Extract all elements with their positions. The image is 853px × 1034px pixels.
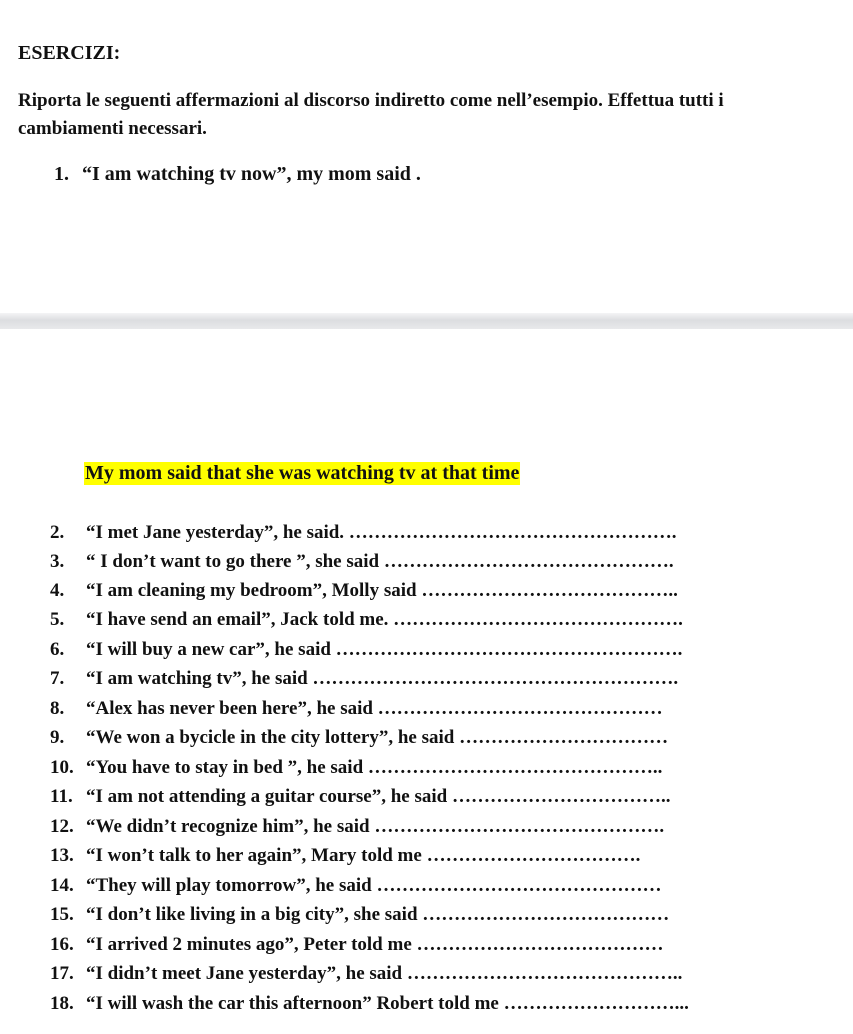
exercise-number: 10. bbox=[50, 757, 74, 778]
example-number: 1. bbox=[54, 163, 69, 185]
exercise-text: “I arrived 2 minutes ago”, Peter told me ………………………………… bbox=[86, 934, 664, 955]
exercise-number: 2. bbox=[50, 522, 65, 543]
exercise-number: 16. bbox=[50, 934, 74, 955]
exercise-text: “I am watching tv”, he said …………………………………………………. bbox=[86, 668, 679, 689]
exercise-number: 5. bbox=[50, 609, 65, 630]
exercise-number: 11. bbox=[50, 786, 73, 807]
exercise-number: 7. bbox=[50, 668, 65, 689]
page-separator bbox=[0, 313, 853, 329]
exercise-text: “We didn’t recognize him”, he said ………………………………………. bbox=[86, 816, 665, 837]
exercise-number: 8. bbox=[50, 698, 65, 719]
example-item bbox=[54, 163, 421, 186]
exercise-number: 4. bbox=[50, 580, 65, 601]
exercise-number: 13. bbox=[50, 845, 74, 866]
exercise-text: “You have to stay in bed ”, he said ……………………………………….. bbox=[86, 757, 663, 778]
instructions-line-2: cambiamenti necessari. bbox=[18, 118, 207, 139]
instructions-line-1: Riporta le seguenti affermazioni al discorso indiretto come nell’esempio. Effettua tutti i bbox=[18, 90, 724, 111]
exercise-text: “I will wash the car this afternoon” Robert told me ………………………... bbox=[86, 993, 689, 1014]
exercise-text: “They will play tomorrow”, he said ……………………………………… bbox=[86, 875, 662, 896]
exercise-text: “I am not attending a guitar course”, he said …………………………….. bbox=[86, 786, 671, 807]
exercise-text: “We won a bycicle in the city lottery”, he said …………………………… bbox=[86, 727, 669, 748]
exercise-number: 9. bbox=[50, 727, 65, 748]
exercise-number: 3. bbox=[50, 551, 65, 572]
exercise-number: 17. bbox=[50, 963, 74, 984]
exercise-text: “I don’t like living in a big city”, she said ………………………………… bbox=[86, 904, 670, 925]
exercise-number: 6. bbox=[50, 639, 65, 660]
example-text: “I am watching tv now”, my mom said . bbox=[82, 163, 421, 185]
exercise-number: 15. bbox=[50, 904, 74, 925]
exercise-number: 12. bbox=[50, 816, 74, 837]
example-answer: My mom said that she was watching tv at that time bbox=[85, 462, 520, 484]
exercise-text: “I have send an email”, Jack told me. ………………………………………. bbox=[86, 609, 683, 630]
exercise-text: “ I don’t want to go there ”, she said ………………………………………. bbox=[86, 551, 674, 572]
page-heading: ESERCIZI: bbox=[18, 42, 121, 64]
exercise-number: 18. bbox=[50, 993, 74, 1014]
exercise-text: “I met Jane yesterday”, he said. ……………………………………………. bbox=[86, 522, 677, 543]
exercise-text: “I won’t talk to her again”, Mary told me ……………………………. bbox=[86, 845, 641, 866]
exercise-text: “I didn’t meet Jane yesterday”, he said …………………………………….. bbox=[86, 963, 683, 984]
exercise-text: “I am cleaning my bedroom”, Molly said ………………………………….. bbox=[86, 580, 678, 601]
exercise-text: “I will buy a new car”, he said ………………………………………………. bbox=[86, 639, 683, 660]
exercise-text: “Alex has never been here”, he said ……………………………………… bbox=[86, 698, 663, 719]
exercise-number: 14. bbox=[50, 875, 74, 896]
